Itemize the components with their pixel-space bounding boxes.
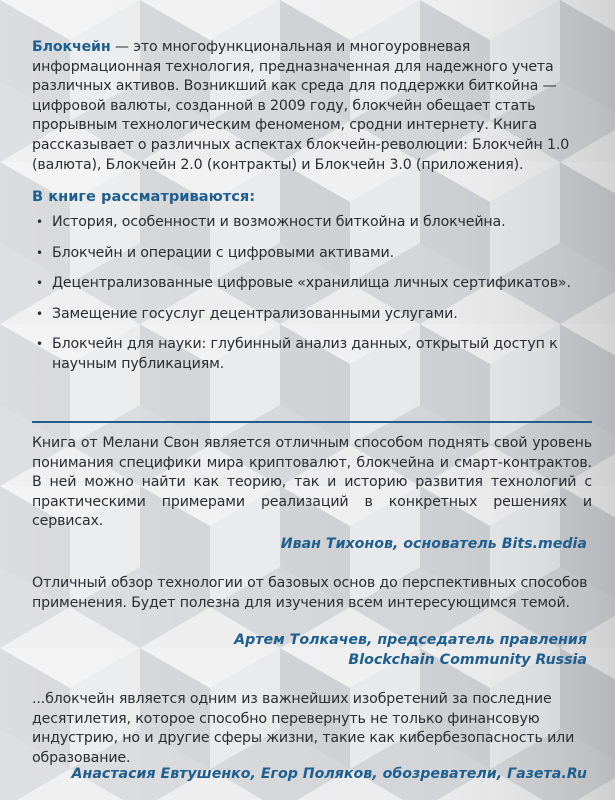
- review-quote-1: Книга от Мелани Свон является отличным способом поднять свой уровень понимания специфики мира криптовалют, блокчейна и смарт-контрактов. В ней можно найти как теорию, так и историю развития технологий с практическими примерами реализаций в конкретных решениях и сервисах.: [32, 435, 592, 530]
- review-quote-2: Отличный обзор технологии от базовых основ до перспективных способов применения. Будет полезна для изучения всем интересующимся темой.: [32, 575, 588, 611]
- review-author-1: [47, 535, 587, 555]
- topics-list: [32, 213, 592, 386]
- intro-paragraph: [32, 38, 598, 175]
- list-item: • Децентрализованные цифровые «хранилища личных сертификатов».: [32, 274, 592, 294]
- list-item: • Блокчейн для науки: глубинный анализ данных, открытый доступ к научным публикациям.: [32, 335, 592, 374]
- review-author-2-line2: Blockchain Community Russia: [348, 651, 587, 668]
- review-author-3: [47, 765, 587, 785]
- section-divider: [32, 421, 592, 423]
- intro-term: Блокчейн: [32, 39, 111, 55]
- list-item: • Блокчейн и операции с цифровыми активами.: [32, 244, 592, 264]
- review-quote-3: ...блокчейн является одним из важнейших изобретений за последние десятилетия, которое способно перевернуть не только финансовую индустрию, но и другие сферы жизни, такие как кибербезопасность или образование.: [32, 691, 575, 766]
- list-item: • История, особенности и возможности биткойна и блокчейна.: [32, 213, 592, 233]
- topics-heading: В книге рассматриваются:: [32, 188, 256, 205]
- list-item: • Замещение госуслуг децентрализованными услугами.: [32, 305, 592, 325]
- intro-text: — это многофункциональная и многоуровневая информационная технология, предназначенная для надежного учета различных активов. Возникший как среда для поддержки биткойна — цифровой валюты, созданной в 2009 году, блокчейн обещает стать прорывным технологическим феноменом, сродни интернету. Книга рассказывает о различных аспектах блокчейн-революции: Блокчейн 1.0 (валюта), Блокчейн 2.0 (контракты) и Блокчейн 3.0 (приложения).: [32, 39, 570, 173]
- review-author-2-line1: Артем Толкачев, председатель правления: [234, 632, 587, 648]
- review-author-3-line1: Анастасия Евтушенко, Егор Поляков, обозреватели, Газета.Ru: [71, 766, 587, 782]
- review-author-2: [47, 631, 587, 670]
- review-author-1-line1: Иван Тихонов, основатель Bits.media: [280, 536, 587, 552]
